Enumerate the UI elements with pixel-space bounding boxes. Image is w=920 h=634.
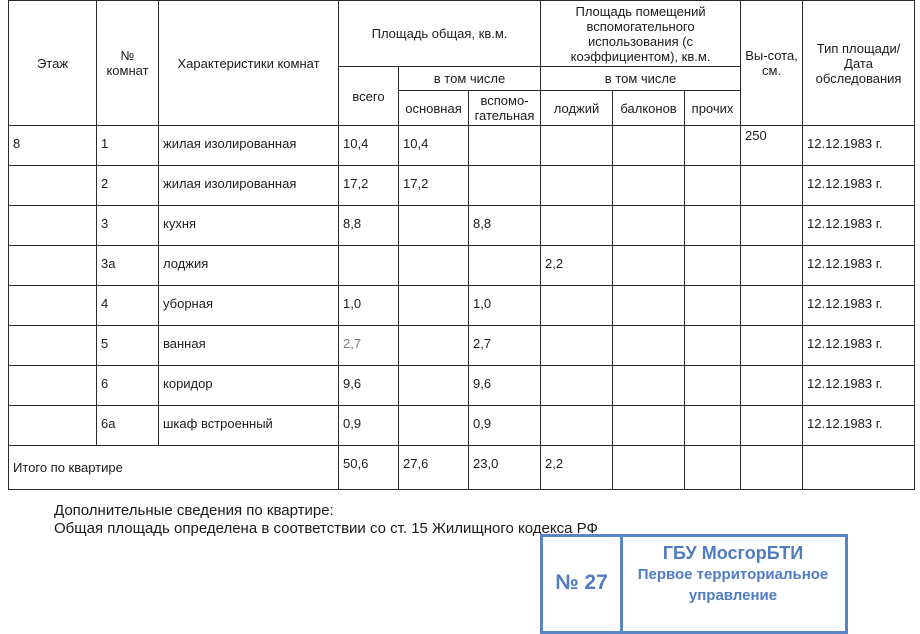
cell-loggia: 2,2 bbox=[541, 246, 613, 286]
cell-main bbox=[399, 366, 469, 406]
cell-floor: 8 bbox=[9, 126, 97, 166]
cell-balcony bbox=[613, 166, 685, 206]
cell-aux bbox=[469, 126, 541, 166]
total-label: Итого по квартире bbox=[9, 446, 339, 490]
header-area-all: всего bbox=[339, 67, 399, 126]
total-main: 27,6 bbox=[399, 446, 469, 490]
cell-room-no: 3а bbox=[97, 246, 159, 286]
cell-aux: 1,0 bbox=[469, 286, 541, 326]
header-loggia: лоджий bbox=[541, 91, 613, 126]
cell-loggia bbox=[541, 206, 613, 246]
explication-table bbox=[8, 0, 915, 490]
stamp-org-line-3: управление bbox=[688, 587, 778, 604]
header-aux-use: Площадь помещений вспомогательного использования (с коэффициентом), кв.м. bbox=[541, 1, 741, 67]
total-height bbox=[741, 446, 803, 490]
total-row bbox=[9, 446, 915, 490]
cell-main: 10,4 bbox=[399, 126, 469, 166]
header-floor: Этаж bbox=[9, 1, 97, 126]
cell-floor bbox=[9, 246, 97, 286]
table-row bbox=[9, 326, 915, 366]
cell-loggia bbox=[541, 406, 613, 446]
cell-floor bbox=[9, 166, 97, 206]
bti-stamp bbox=[540, 534, 848, 634]
cell-room-no: 4 bbox=[97, 286, 159, 326]
cell-other bbox=[685, 206, 741, 246]
stamp-org-line-1: ГБУ МосгорБТИ bbox=[662, 543, 804, 563]
header-room-no: № комнат bbox=[97, 1, 159, 126]
cell-main bbox=[399, 206, 469, 246]
cell-room-no: 3 bbox=[97, 206, 159, 246]
notes-line-1: Дополнительные сведения по квартире: bbox=[54, 502, 334, 519]
cell-other bbox=[685, 246, 741, 286]
cell-floor bbox=[9, 406, 97, 446]
cell-total: 17,2 bbox=[339, 166, 399, 206]
table-row bbox=[9, 286, 915, 326]
cell-floor bbox=[9, 366, 97, 406]
cell-room-no: 5 bbox=[97, 326, 159, 366]
cell-date: 12.12.1983 г. bbox=[803, 286, 915, 326]
cell-height bbox=[741, 246, 803, 286]
header-area-aux: вспомо-гательная bbox=[469, 91, 541, 126]
cell-balcony bbox=[613, 406, 685, 446]
additional-notes bbox=[54, 502, 598, 538]
header-height: Вы-сота, см. bbox=[741, 1, 803, 126]
cell-height bbox=[741, 206, 803, 246]
cell-other bbox=[685, 326, 741, 366]
table-row bbox=[9, 366, 915, 406]
total-aux: 23,0 bbox=[469, 446, 541, 490]
cell-aux: 8,8 bbox=[469, 206, 541, 246]
cell-desc: жилая изолированная bbox=[159, 126, 339, 166]
cell-date: 12.12.1983 г. bbox=[803, 326, 915, 366]
cell-desc: шкаф встроенный bbox=[159, 406, 339, 446]
cell-main bbox=[399, 286, 469, 326]
cell-desc: коридор bbox=[159, 366, 339, 406]
cell-height bbox=[741, 326, 803, 366]
cell-height bbox=[741, 406, 803, 446]
header-type-date: Тип площади/ Дата обследования bbox=[803, 1, 915, 126]
cell-aux bbox=[469, 246, 541, 286]
cell-total: 8,8 bbox=[339, 206, 399, 246]
header-room-chars: Характеристики комнат bbox=[159, 1, 339, 126]
table-row bbox=[9, 206, 915, 246]
cell-aux: 9,6 bbox=[469, 366, 541, 406]
stamp-number: № 27 bbox=[543, 537, 623, 631]
cell-total bbox=[339, 246, 399, 286]
header-other: прочих bbox=[685, 91, 741, 126]
cell-balcony bbox=[613, 286, 685, 326]
cell-total: 2,7 bbox=[339, 326, 399, 366]
cell-balcony bbox=[613, 246, 685, 286]
cell-floor bbox=[9, 286, 97, 326]
cell-other bbox=[685, 366, 741, 406]
cell-balcony bbox=[613, 366, 685, 406]
cell-height bbox=[741, 286, 803, 326]
cell-date: 12.12.1983 г. bbox=[803, 126, 915, 166]
cell-main bbox=[399, 406, 469, 446]
cell-date: 12.12.1983 г. bbox=[803, 366, 915, 406]
cell-main bbox=[399, 326, 469, 366]
cell-aux bbox=[469, 166, 541, 206]
cell-balcony bbox=[613, 326, 685, 366]
cell-total: 9,6 bbox=[339, 366, 399, 406]
cell-date: 12.12.1983 г. bbox=[803, 246, 915, 286]
cell-balcony bbox=[613, 126, 685, 166]
total-other bbox=[685, 446, 741, 490]
cell-other bbox=[685, 126, 741, 166]
header-area-total: Площадь общая, кв.м. bbox=[339, 1, 541, 67]
header-area-incl: в том числе bbox=[399, 67, 541, 91]
table-row bbox=[9, 246, 915, 286]
header-balcony: балконов bbox=[613, 91, 685, 126]
cell-desc: кухня bbox=[159, 206, 339, 246]
header-area-main: основная bbox=[399, 91, 469, 126]
cell-date: 12.12.1983 г. bbox=[803, 206, 915, 246]
table-row bbox=[9, 166, 915, 206]
cell-total: 1,0 bbox=[339, 286, 399, 326]
stamp-organization bbox=[625, 543, 841, 606]
cell-loggia bbox=[541, 366, 613, 406]
cell-height bbox=[741, 166, 803, 206]
cell-room-no: 2 bbox=[97, 166, 159, 206]
cell-other bbox=[685, 286, 741, 326]
cell-room-no: 6а bbox=[97, 406, 159, 446]
cell-floor bbox=[9, 206, 97, 246]
cell-date: 12.12.1983 г. bbox=[803, 166, 915, 206]
cell-loggia bbox=[541, 326, 613, 366]
cell-balcony bbox=[613, 206, 685, 246]
cell-aux: 0,9 bbox=[469, 406, 541, 446]
cell-height: 250 bbox=[741, 126, 803, 166]
cell-date: 12.12.1983 г. bbox=[803, 406, 915, 446]
stamp-org-line-2: Первое территориальное bbox=[637, 566, 829, 583]
total-date bbox=[803, 446, 915, 490]
cell-loggia bbox=[541, 286, 613, 326]
total-balcony bbox=[613, 446, 685, 490]
cell-other bbox=[685, 166, 741, 206]
cell-desc: ванная bbox=[159, 326, 339, 366]
total-loggia: 2,2 bbox=[541, 446, 613, 490]
header-aux-incl: в том числе bbox=[541, 67, 741, 91]
cell-room-no: 6 bbox=[97, 366, 159, 406]
cell-height bbox=[741, 366, 803, 406]
cell-desc: уборная bbox=[159, 286, 339, 326]
total-area: 50,6 bbox=[339, 446, 399, 490]
cell-desc: лоджия bbox=[159, 246, 339, 286]
notes-line-2: Общая площадь определена в соответствии со ст. 15 Жилищного кодекса РФ bbox=[54, 520, 598, 537]
cell-room-no: 1 bbox=[97, 126, 159, 166]
table-row bbox=[9, 406, 915, 446]
cell-aux: 2,7 bbox=[469, 326, 541, 366]
table-row bbox=[9, 126, 915, 166]
cell-other bbox=[685, 406, 741, 446]
cell-loggia bbox=[541, 166, 613, 206]
cell-desc: жилая изолированная bbox=[159, 166, 339, 206]
cell-loggia bbox=[541, 126, 613, 166]
cell-main bbox=[399, 246, 469, 286]
cell-main: 17,2 bbox=[399, 166, 469, 206]
cell-total: 10,4 bbox=[339, 126, 399, 166]
cell-total: 0,9 bbox=[339, 406, 399, 446]
cell-floor bbox=[9, 326, 97, 366]
